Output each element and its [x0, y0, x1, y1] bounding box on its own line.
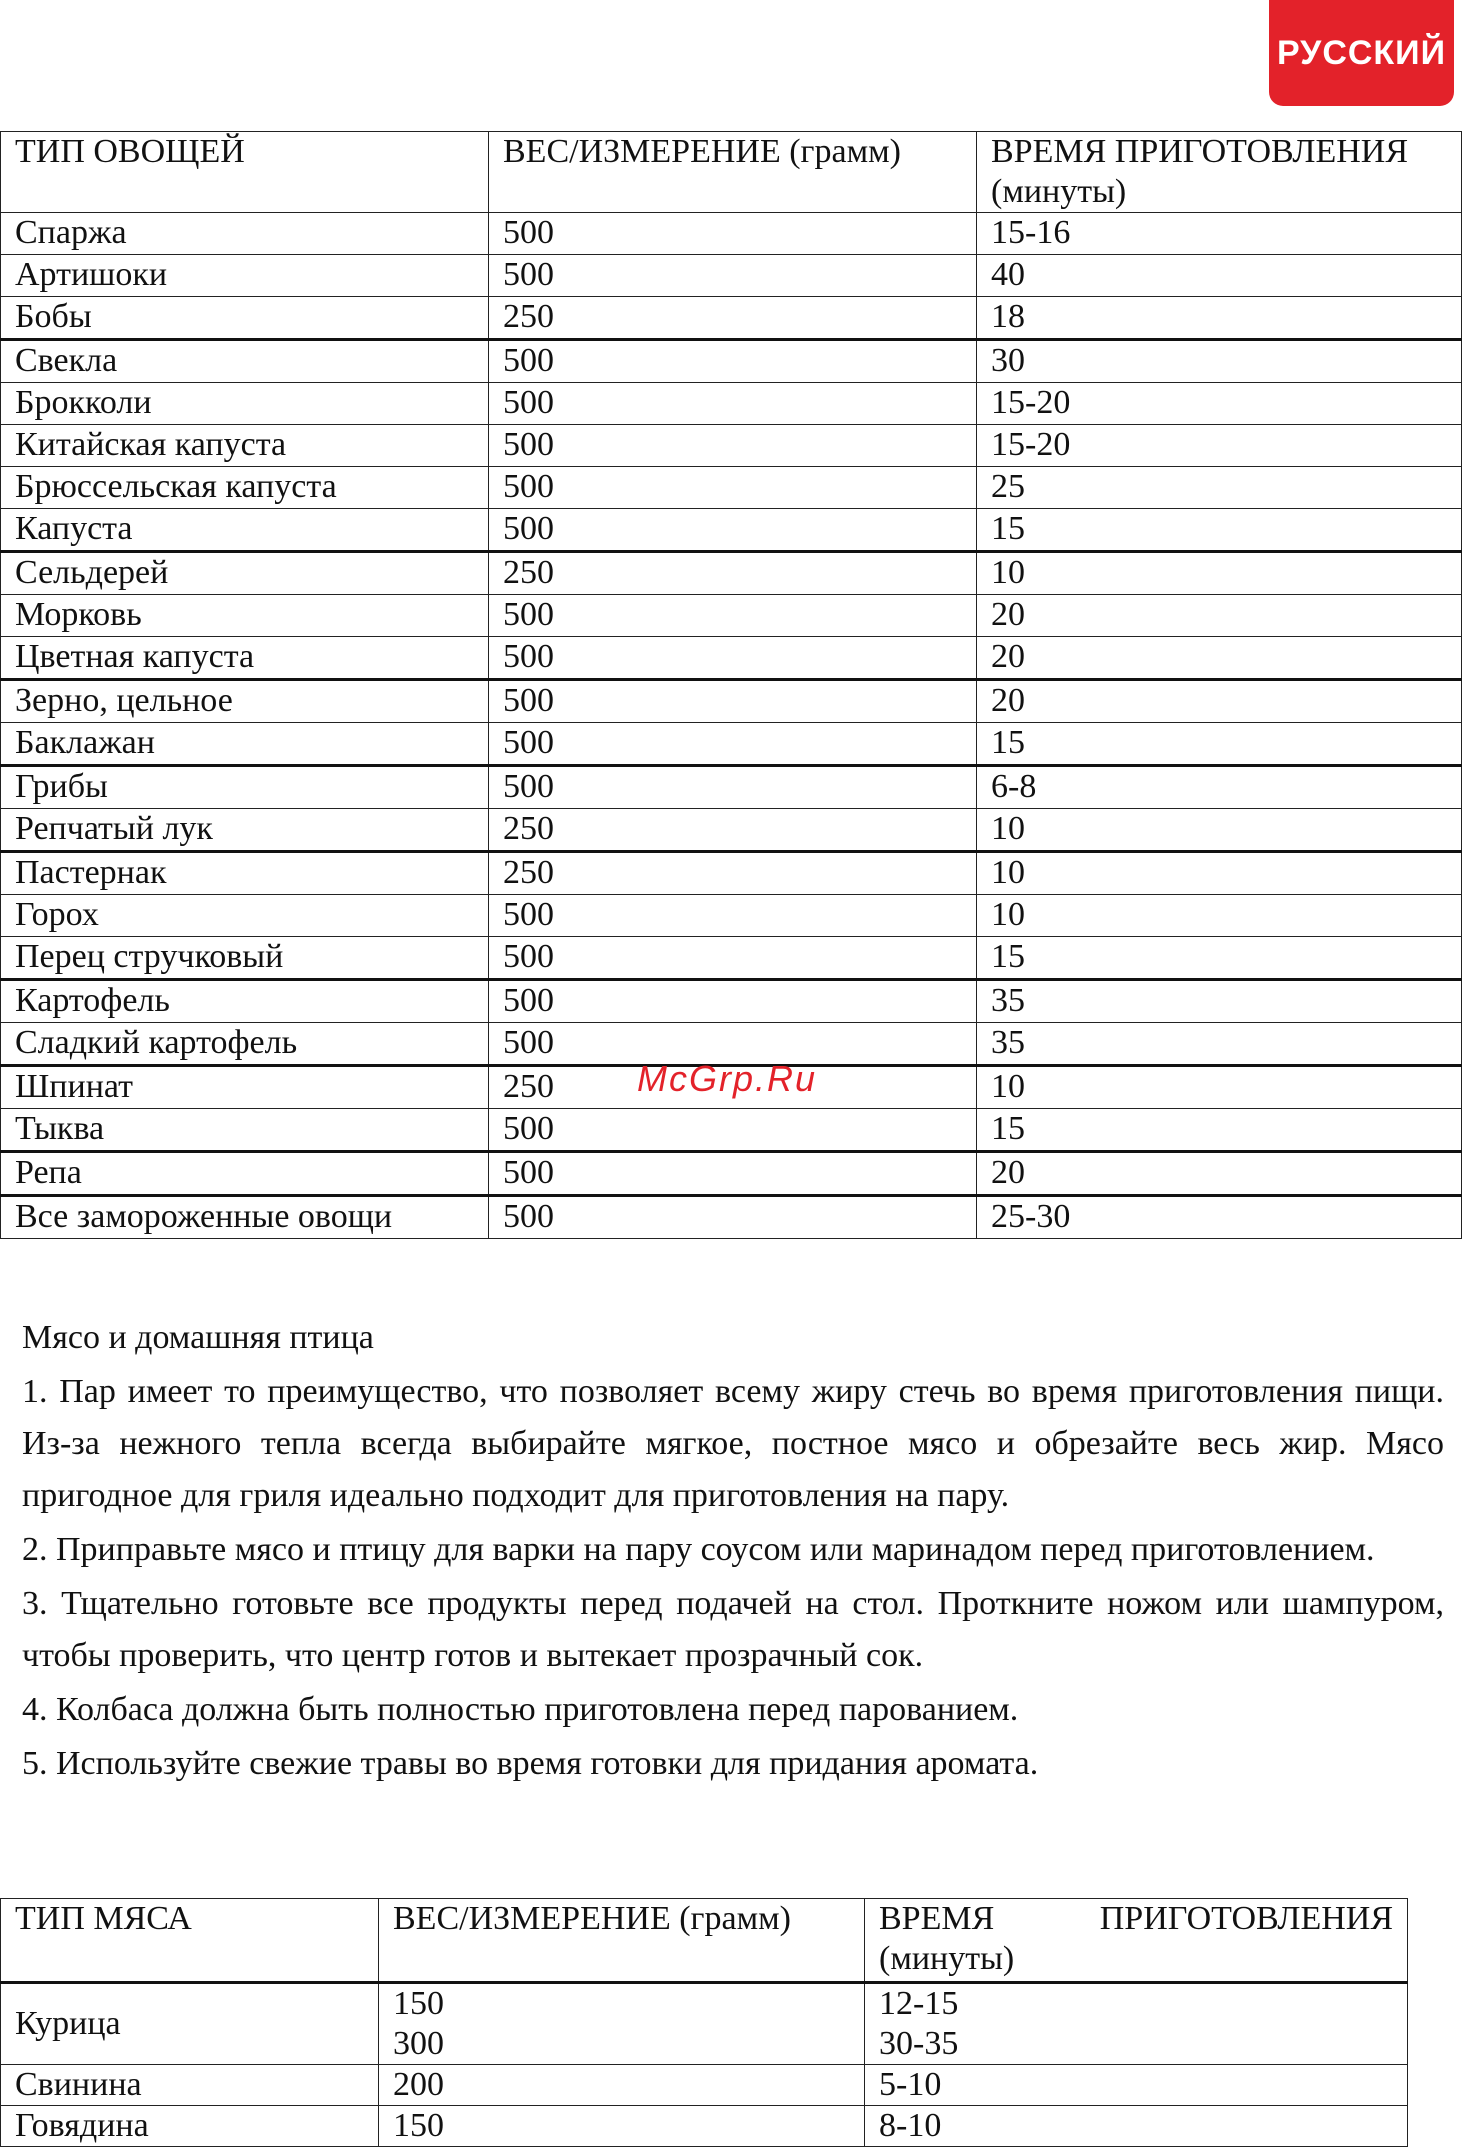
table-row — [1, 637, 1462, 680]
time-cell: 15-20 — [977, 425, 1462, 467]
time-cell: 15 — [977, 509, 1462, 552]
weight-cell: 500 — [489, 1023, 977, 1066]
vegetable-type-cell: Грибы — [1, 766, 489, 809]
section-title: Мясо и домашняя птица — [22, 1319, 374, 1356]
table-row — [1, 595, 1462, 637]
weight-cell: 500 — [489, 1196, 977, 1239]
meat-notes — [22, 1312, 1444, 1792]
table-row — [1, 255, 1462, 297]
vegetable-type-cell: Все замороженные овощи — [1, 1196, 489, 1239]
time-cell: 15 — [977, 1109, 1462, 1152]
header-part: (минуты) — [879, 1940, 1015, 1977]
time-cell: 20 — [977, 680, 1462, 723]
note-4: 4. Колбаса должна быть полностью приготовлена перед парованием. — [22, 1691, 1019, 1728]
weight-cell: 250 — [489, 852, 977, 895]
table-row — [1, 980, 1462, 1023]
note-2: 2. Приправьте мясо и птицу для варки на пару соусом или маринадом перед приготовлением. — [22, 1531, 1375, 1568]
weight-cell: 500 — [489, 425, 977, 467]
weight-cell: 500 — [489, 766, 977, 809]
time-cell: 10 — [977, 552, 1462, 595]
vegetable-type-cell: Сладкий картофель — [1, 1023, 489, 1066]
table-row — [1, 552, 1462, 595]
weight-cell: 500 — [489, 467, 977, 509]
vegetable-type-cell: Пастернак — [1, 852, 489, 895]
vegetable-type-cell: Тыква — [1, 1109, 489, 1152]
language-badge: РУССКИЙ — [1269, 0, 1454, 106]
vegetable-type-cell: Бобы — [1, 297, 489, 340]
table-row — [1, 340, 1462, 383]
time-cell: 18 — [977, 297, 1462, 340]
header-cell: ВРЕМЯ ПРИГОТОВЛЕНИЯ (минуты) — [977, 132, 1462, 213]
table-row — [1, 213, 1462, 255]
time-cell: 10 — [977, 852, 1462, 895]
meat-type-cell: Свинина — [1, 2065, 379, 2106]
time-cell: 20 — [977, 1152, 1462, 1196]
time-cell: 12-15 30-35 — [865, 1983, 1408, 2065]
vegetable-type-cell: Цветная капуста — [1, 637, 489, 680]
time-cell: 5-10 — [865, 2065, 1408, 2106]
vegetable-type-cell: Брюссельская капуста — [1, 467, 489, 509]
time-cell: 15-16 — [977, 213, 1462, 255]
weight-cell: 500 — [489, 595, 977, 637]
time-cell: 35 — [977, 980, 1462, 1023]
time-cell: 25 — [977, 467, 1462, 509]
meat-type-cell: Курица — [1, 1983, 379, 2065]
time-cell: 20 — [977, 595, 1462, 637]
time-cell: 40 — [977, 255, 1462, 297]
table-row — [1, 680, 1462, 723]
time-cell: 6-8 — [977, 766, 1462, 809]
weight-cell: 250 — [489, 809, 977, 852]
weight-cell: 150 300 — [379, 1983, 865, 2065]
table-row — [1, 425, 1462, 467]
weight-cell: 500 — [489, 213, 977, 255]
weight-cell: 250 — [489, 1066, 977, 1109]
vegetable-type-cell: Сельдерей — [1, 552, 489, 595]
table-header-row — [1, 1899, 1408, 1983]
time-cell: 10 — [977, 1066, 1462, 1109]
weight-cell: 500 — [489, 937, 977, 980]
vegetable-type-cell: Капуста — [1, 509, 489, 552]
note-1: 1. Пар имеет то преимущество, что позволяет всему жиру стечь во время приготовления пищи. Из-за нежного тепла всегда выбирайте мягкое, постное мясо и обрезайте весь жир. Мясо пригодное для гриля идеально подходит для приготовления на пару. — [22, 1373, 1444, 1514]
note-3: 3. Тщательно готовьте все продукты перед подачей на стол. Проткните ножом или шампуром, чтобы проверить, что центр готов и вытекает прозрачный сок. — [22, 1585, 1444, 1674]
table-row — [1, 723, 1462, 766]
time-cell: 25-30 — [977, 1196, 1462, 1239]
time-cell: 8-10 — [865, 2106, 1408, 2147]
weight-cell: 250 — [489, 297, 977, 340]
table-row — [1, 852, 1462, 895]
table-row — [1, 1196, 1462, 1239]
time-cell: 15-20 — [977, 383, 1462, 425]
header-part: ПРИГОТОВЛЕНИЯ — [1099, 1900, 1393, 1937]
table-row — [1, 937, 1462, 980]
table-row — [1, 509, 1462, 552]
table-row — [1, 766, 1462, 809]
table-row — [1, 2106, 1408, 2147]
vegetable-type-cell: Морковь — [1, 595, 489, 637]
vegetable-type-cell: Свекла — [1, 340, 489, 383]
weight-cell: 500 — [489, 340, 977, 383]
vegetable-type-cell: Репчатый лук — [1, 809, 489, 852]
vegetable-type-cell: Баклажан — [1, 723, 489, 766]
time-cell: 15 — [977, 937, 1462, 980]
weight-cell: 500 — [489, 895, 977, 937]
table-row — [1, 1983, 1408, 2065]
weight-cell: 250 — [489, 552, 977, 595]
header-cell: ВЕС/ИЗМЕРЕНИЕ (грамм) — [379, 1899, 865, 1983]
weight-cell: 500 — [489, 509, 977, 552]
time-cell: 35 — [977, 1023, 1462, 1066]
weight-cell: 500 — [489, 1152, 977, 1196]
meat-type-cell: Говядина — [1, 2106, 379, 2147]
vegetable-type-cell: Зерно, цельное — [1, 680, 489, 723]
weight-cell: 500 — [489, 383, 977, 425]
table-header-row — [1, 132, 1462, 213]
vegetable-type-cell: Спаржа — [1, 213, 489, 255]
vegetable-type-cell: Шпинат — [1, 1066, 489, 1109]
vegetable-type-cell: Артишоки — [1, 255, 489, 297]
time-cell: 30 — [977, 340, 1462, 383]
table-row — [1, 383, 1462, 425]
table-row — [1, 809, 1462, 852]
note-5: 5. Используйте свежие травы во время готовки для придания аромата. — [22, 1745, 1039, 1782]
vegetable-type-cell: Репа — [1, 1152, 489, 1196]
header-cell: ТИП МЯСА — [1, 1899, 379, 1983]
vegetable-type-cell: Картофель — [1, 980, 489, 1023]
table-row — [1, 297, 1462, 340]
table-row — [1, 1109, 1462, 1152]
weight-cell: 500 — [489, 255, 977, 297]
table-row — [1, 1152, 1462, 1196]
watermark: McGrp.Ru — [637, 1058, 818, 1099]
time-cell: 10 — [977, 809, 1462, 852]
header-part: ВРЕМЯ — [879, 1900, 995, 1937]
table-row — [1, 467, 1462, 509]
weight-cell: 500 — [489, 637, 977, 680]
weight-cell: 500 — [489, 723, 977, 766]
vegetable-type-cell: Перец стручковый — [1, 937, 489, 980]
weight-cell: 500 — [489, 980, 977, 1023]
vegetable-type-cell: Китайская капуста — [1, 425, 489, 467]
weight-cell: 200 — [379, 2065, 865, 2106]
weight-cell: 150 — [379, 2106, 865, 2147]
time-cell: 15 — [977, 723, 1462, 766]
weight-cell: 500 — [489, 680, 977, 723]
header-cell: ТИП ОВОЩЕЙ — [1, 132, 489, 213]
vegetable-type-cell: Горох — [1, 895, 489, 937]
weight-cell: 500 — [489, 1109, 977, 1152]
table-row — [1, 895, 1462, 937]
meat-table — [0, 1898, 1408, 2147]
time-cell: 20 — [977, 637, 1462, 680]
table-row — [1, 2065, 1408, 2106]
header-cell: ВЕС/ИЗМЕРЕНИЕ (грамм) — [489, 132, 977, 213]
time-cell: 10 — [977, 895, 1462, 937]
header-cell — [865, 1899, 1408, 1983]
vegetable-type-cell: Брокколи — [1, 383, 489, 425]
